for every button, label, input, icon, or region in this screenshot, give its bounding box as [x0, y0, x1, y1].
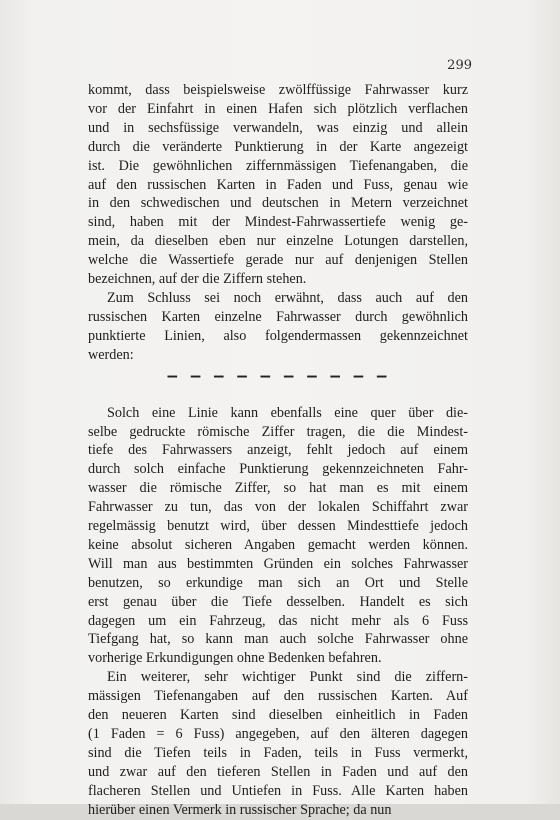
text-line: werden: — [88, 346, 134, 363]
text-line: ist. Die gewöhnlichen ziffernmässigen Tiefenangaben, die — [88, 157, 468, 174]
text-line: und zwar auf den tieferen Stellen in Faden und auf den — [88, 763, 468, 780]
text-line: selbe gedruckte römische Ziffer tragen, die die Mindest- — [88, 423, 468, 440]
text-line: Will man aus bestimmten Gründen ein solches Fahrwasser — [88, 555, 468, 572]
text-line: durch die veränderte Punktierung in der Karte angezeigt — [88, 138, 468, 155]
text-line: erst genau über die Tiefe desselben. Handelt es sich — [88, 593, 468, 610]
paragraph-2 — [88, 289, 468, 365]
text-line: sind die Tiefen teils in Faden, teils in Fuss vermerkt, — [88, 744, 468, 761]
text-line: hierüber einen Vermerk in russischer Sprache; da nun — [88, 801, 392, 818]
paragraph-3 — [88, 404, 468, 669]
text-line: dagegen um ein Fahrzeug, das nicht mehr als 6 Fuss — [88, 612, 468, 629]
dashed-line-example — [88, 367, 468, 386]
text-line: Solch eine Linie kann ebenfalls eine quer über die- — [107, 404, 468, 421]
text-line: flacheren Stellen und Untiefen in Fuss. Alle Karten haben — [88, 782, 468, 799]
text-line: in den schwedischen und deutschen in Metern verzeichnet — [88, 195, 468, 212]
text-line: regelmässig benutzt wird, über dessen Mindesttiefe jedoch — [88, 518, 468, 535]
text-line: Ein weiterer, sehr wichtiger Punkt sind die ziffern- — [107, 669, 468, 686]
text-line: Zum Schluss sei noch erwähnt, dass auch auf den — [107, 289, 468, 306]
body-text — [88, 81, 468, 820]
text-line: durch solch einfache Punktierung gekennzeichneten Fahr- — [88, 461, 468, 478]
text-line: wasser die römische Ziffer, so hat man es mit einem — [88, 480, 468, 497]
text-line: den neueren Karten sind dieselben einheitlich in Faden — [88, 707, 468, 724]
text-line: mein, da dieselben eben nur einzelne Lotungen darstellen, — [88, 233, 468, 250]
text-line: russischen Karten einzelne Fahrwasser durch gewöhnlich — [88, 308, 468, 325]
text-line: (1 Faden = 6 Fuss) angegeben, auf den älteren dagegen — [88, 726, 468, 742]
page-number: 299 — [447, 58, 472, 73]
text-line: Tiefgang hat, so kann man auch solche Fahrwasser ohne — [88, 631, 468, 648]
text-line: tiefe des Fahrwassers anzeigt, fehlt jedoch auf einem — [88, 442, 468, 459]
text-line: mässigen Tiefenangaben auf den russischen Karten. Auf — [88, 688, 468, 705]
text-line: sind, haben mit der Mindest-Fahrwassertiefe wenig ge- — [88, 214, 468, 231]
dashed-line: — — — — — — — — — — — [167, 365, 389, 385]
text-line: keine absolut sicheren Angaben gemacht werden können. — [88, 536, 468, 553]
text-line: auf den russischen Karten in Faden und Fuss, genau wie — [88, 176, 468, 193]
text-line: welche die Wassertiefe gerade nur auf denjenigen Stellen — [88, 252, 468, 269]
text-line: und in sechsfüssige verwandeln, was einzig und allein — [88, 119, 468, 136]
text-line: bezeichnen, auf der die Ziffern stehen. — [88, 271, 307, 288]
text-line: benutzen, so erkundige man sich an Ort und Stelle — [88, 574, 468, 591]
paragraph-1 — [88, 81, 468, 289]
text-line: punktierte Linien, also folgendermassen gekennzeichnet — [88, 327, 468, 344]
text-line: vorherige Erkundigungen ohne Bedenken befahren. — [88, 650, 382, 667]
text-line: kommt, dass beispielsweise zwölffüssige Fahrwasser kurz — [88, 82, 468, 98]
text-line: vor der Einfahrt in einen Hafen sich plötzlich verflachen — [88, 100, 468, 117]
text-line: Fahrwasser zu tun, das von der lokalen Schiffahrt zwar — [88, 499, 468, 516]
paragraph-4 — [88, 668, 468, 819]
